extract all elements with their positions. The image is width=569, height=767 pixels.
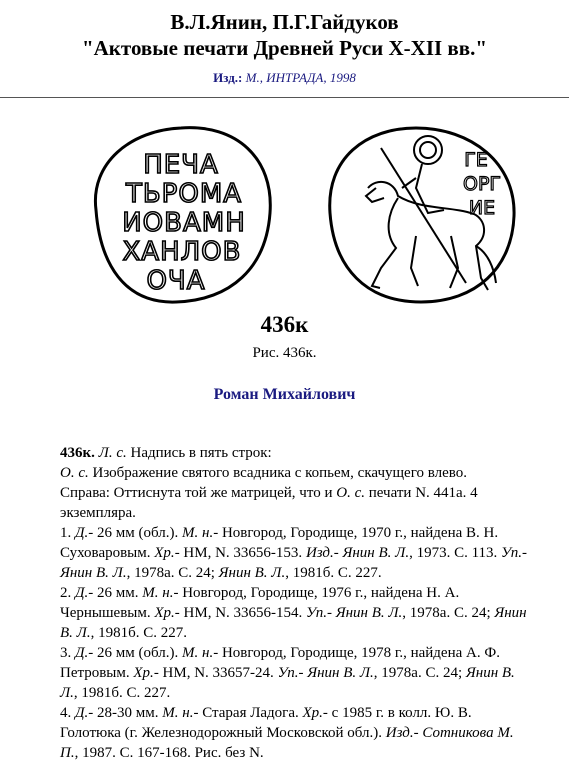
abbr-hr: Хр. (302, 705, 323, 721)
reference: Уп.- Янин В. Л. (277, 665, 374, 681)
entry-text: - Новгород, Городище, 1978 г., найдена А. Ф. Петровым. (60, 645, 500, 681)
publication-label: Изд.: (213, 70, 243, 85)
abbr-hr: Хр. (154, 545, 175, 561)
publication-value: М., ИНТРАДА, 1998 (242, 70, 356, 85)
reference: Уп.- Янин В. Л. (60, 545, 527, 581)
figure-caption: Рис. 436к. (252, 345, 317, 361)
entry-text: - Новгород, Городище, 1976 г., найдена Н. А. Чернышевым. (60, 585, 460, 621)
entry-text: , 1978а. С. 24; (126, 565, 219, 581)
abbr-mn: М. н. (162, 705, 194, 721)
entry-text: - 26 мм. (88, 585, 143, 601)
reverse-line-3: ИЕ (468, 197, 496, 219)
abbr-os: О. с. (336, 485, 365, 501)
specimen-2 (60, 583, 530, 643)
entry-text: - Старая Ладога. (193, 705, 303, 721)
authors: В.Л.Янин, П.Г.Гайдуков (170, 10, 399, 34)
entry-number: 436к. (60, 445, 95, 461)
entry-line-3 (60, 483, 530, 523)
catalog-entry (60, 443, 530, 763)
specimen-3 (60, 643, 530, 703)
entry-text: , 1987. С. 167-168. Рис. без N. (74, 745, 264, 761)
entry-text: Изображение святого всадника с копьем, скачущего влево. (88, 465, 467, 481)
item-number: 1. (60, 525, 75, 541)
entry-line-2 (60, 463, 530, 483)
entry-text: , 1973. С. 113. (409, 545, 502, 561)
obverse-line-4: ХАНЛОВ (122, 237, 242, 267)
entry-text: - 26 мм (обл.). (88, 645, 183, 661)
reverse-line-1: ГЕ (464, 149, 488, 171)
document-header (0, 0, 569, 86)
abbr-d: Д. (75, 525, 89, 541)
abbr-os: О. с. (60, 465, 89, 481)
entry-text: , 1981б. С. 227. (90, 625, 187, 641)
abbr-d: Д. (75, 705, 89, 721)
reference: Янин В. Л. (218, 565, 286, 581)
reference: Изд.- Янин В. Л. (305, 545, 410, 561)
entry-text: - 28-30 мм. (88, 705, 163, 721)
seal-drawing (76, 118, 526, 308)
specimen-1 (60, 523, 530, 583)
book-title: "Актовые печати Древней Руси X-XII вв." (81, 36, 488, 60)
abbr-ls: Л. с. (94, 445, 127, 461)
reference: Янин В. Л. (60, 665, 515, 701)
item-number: 2. (60, 585, 75, 601)
entry-text: Надпись в пять строк: (126, 445, 272, 461)
entry-text: , 1978а. С. 24; (373, 665, 466, 681)
figure-number: 436к (260, 312, 309, 337)
entry-text: , 1981б. С. 227. (73, 685, 171, 701)
item-number: 3. (60, 645, 75, 661)
obverse-line-3: ИОВАМН (122, 208, 246, 238)
entry-text: - 26 мм (обл.). (88, 525, 183, 541)
abbr-mn: М. н. (182, 525, 214, 541)
abbr-hr: Хр. (133, 665, 154, 681)
abbr-hr: Хр. (154, 605, 175, 621)
entry-text: - НМ, N. 33657-24. (153, 665, 278, 681)
entry-text: - с 1985 г. в колл. Ю. В. Голотюка (г. Железнодорожный Московской обл.). (60, 705, 472, 741)
ruler-name: Роман Михайлович (213, 386, 356, 403)
entry-text: - НМ, N. 33656-153. (174, 545, 306, 561)
entry-text: , 1978а. С. 24; (402, 605, 495, 621)
abbr-mn: М. н. (142, 585, 174, 601)
obverse-line-5: ОЧА (146, 266, 206, 296)
reverse-line-2: ОРГ (463, 173, 501, 195)
reference: Уп.- Янин В. Л. (306, 605, 403, 621)
item-number: 4. (60, 705, 75, 721)
obverse-line-2: ТЬРОМА (125, 179, 243, 209)
entry-text: Справа: Оттиснута той же матрицей, что и (60, 485, 337, 501)
entry-text: , 1981б. С. 227. (285, 565, 382, 581)
entry-line-1 (60, 443, 530, 463)
abbr-mn: М. н. (182, 645, 214, 661)
entry-text: печати N. 441а. 4 экземпляра. (60, 485, 478, 521)
abbr-d: Д. (75, 585, 89, 601)
abbr-d: Д. (75, 645, 89, 661)
specimen-4 (60, 703, 530, 763)
header-divider (0, 97, 569, 98)
entry-text: - НМ, N. 33656-154. (174, 605, 307, 621)
publication-info (0, 70, 569, 86)
obverse-line-1: ПЕЧА (143, 150, 219, 180)
reference: Изд.- Сотникова М. П. (60, 725, 514, 761)
reference: Янин В. Л. (60, 605, 527, 641)
entry-text: - Новгород, Городище, 1970 г., найдена В. Н. Суховаровым. (60, 525, 499, 561)
